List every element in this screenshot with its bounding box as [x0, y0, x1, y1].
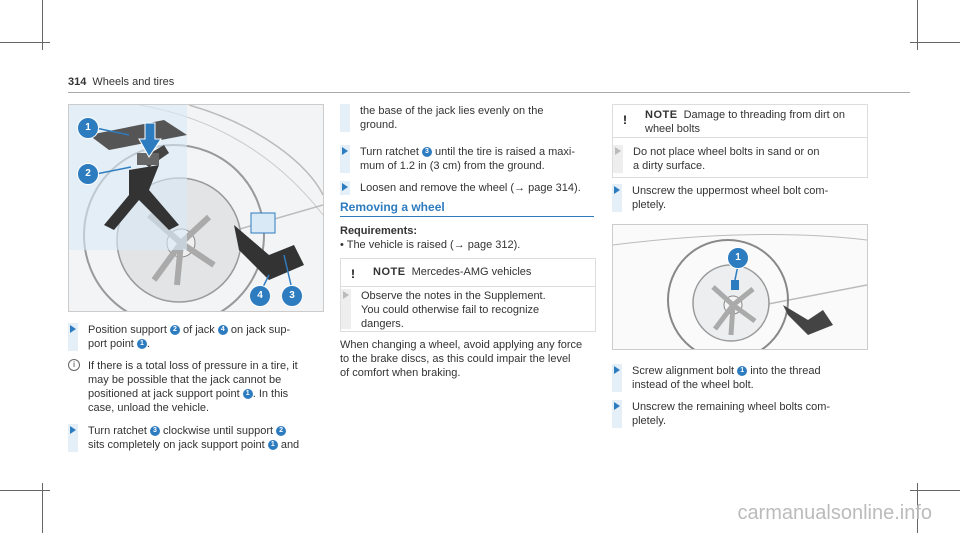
header-rule [68, 92, 910, 93]
arrow-right-icon [615, 147, 621, 155]
section-title: Removing a wheel [340, 200, 445, 214]
callout-1: 1 [77, 117, 99, 139]
arrow-right-icon [70, 426, 76, 434]
jack-illustration [69, 105, 323, 311]
crop-mark [910, 490, 960, 491]
note-header [613, 105, 867, 138]
crop-mark [0, 42, 50, 43]
arrow-right-icon [70, 325, 76, 333]
step-text: the base of the jack lies evenly on the ground. [360, 105, 544, 131]
step-text: Position support 2 of jack 4 on jack sup- port point 1 . [88, 324, 291, 350]
requirements-bullet: • The vehicle is raised (→ page 312). [340, 239, 521, 251]
info-block [68, 359, 322, 415]
step-position-support [68, 323, 322, 351]
arrow-right-icon [614, 402, 620, 410]
chapter-title: Wheels and tires [92, 76, 175, 88]
arrow-right-icon [342, 147, 348, 155]
wheel-illustration [613, 225, 867, 349]
callout-3: 3 [281, 285, 303, 307]
note-label: NOTE [373, 266, 406, 278]
brake-advice-paragraph: When changing a wheel, avoid applying any force to the brake discs, as this could impair the level of comfort when braking. [340, 339, 583, 379]
step-text: Turn ratchet 3 until the tire is raised a maxi- mum of 1.2 in (3 cm) from the ground. [360, 146, 576, 172]
note-title-2: wheel bolts [645, 123, 701, 135]
requirements-label: Requirements: [340, 225, 418, 237]
wheel-figure [612, 224, 868, 350]
page-number: 314 [68, 76, 87, 88]
step-unscrew-top-bolt [612, 184, 866, 212]
warning-icon: ! [351, 267, 355, 281]
step-raise-tire [340, 145, 594, 173]
note-step [613, 145, 865, 173]
step-bar [340, 104, 350, 132]
note-header [341, 259, 595, 287]
arrow-right-icon [342, 183, 348, 191]
page-header [68, 76, 174, 88]
crop-mark [0, 490, 50, 491]
step-alignment-bolt [612, 364, 866, 392]
step-loosen-wheel [340, 181, 594, 195]
note-title: Mercedes-AMG vehicles [411, 266, 532, 278]
step-unscrew-remaining [612, 400, 866, 428]
note-amg [340, 258, 596, 332]
arrow-right-icon [343, 291, 349, 299]
note-title: Damage to threading from dirt on [683, 109, 845, 121]
note-threading [612, 104, 868, 178]
step-text: Unscrew the uppermost wheel bolt com- pletely. [632, 185, 829, 211]
step-continued [340, 104, 594, 132]
note-text: Do not place wheel bolts in sand or on a dirty surface. [633, 146, 820, 172]
step-turn-ratchet-clockwise [68, 424, 322, 452]
callout-1: 1 [727, 247, 749, 269]
arrow-right-icon [614, 366, 620, 374]
watermark: carmanualsonline.info [737, 502, 932, 524]
warning-icon: ! [623, 113, 627, 127]
step-text: Turn ratchet 3 clockwise until support 2 sits completely on jack support point 1 and [88, 425, 300, 451]
callout-2: 2 [77, 163, 99, 185]
note-step [341, 289, 593, 329]
section-rule [340, 216, 594, 217]
callout-4: 4 [249, 285, 271, 307]
note-label: NOTE [645, 109, 678, 121]
info-icon: i [68, 359, 80, 371]
crop-mark [910, 42, 960, 43]
step-text: Loosen and remove the wheel (→ page 314). [360, 182, 581, 194]
step-text: Screw alignment bolt 1 into the thread instead of the wheel bolt. [632, 365, 821, 391]
note-text: Observe the notes in the Supplement. You could otherwise fail to recognize dangers. [361, 290, 546, 330]
step-text: Unscrew the remaining wheel bolts com- pletely. [632, 401, 831, 427]
arrow-right-icon [614, 186, 620, 194]
jack-figure [68, 104, 324, 312]
info-text: If there is a total loss of pressure in a tire, it may be possible that the jack cannot be positioned at jack support point 1 . In this case, unload the vehicle. [88, 360, 298, 414]
